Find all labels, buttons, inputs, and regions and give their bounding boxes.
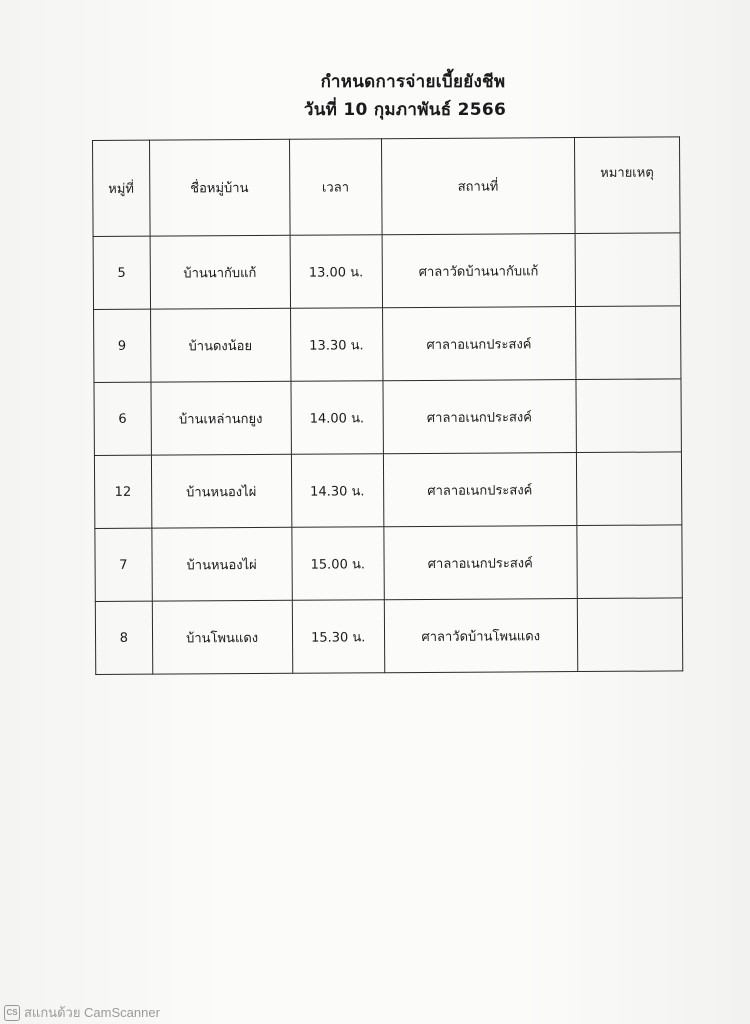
cell-place: ศาลาอเนกประสงค์ [383, 380, 576, 454]
table-row [95, 525, 682, 602]
cell-time: 13.30 น. [290, 308, 383, 382]
cell-village: บ้านหนองไผ่ [151, 527, 291, 601]
table-row [93, 233, 680, 310]
document-title: กำหนดการจ่ายเบี้ยยังชีพ [320, 72, 506, 92]
cell-place: ศาลาอเนกประสงค์ [383, 453, 576, 527]
cell-time: 14.00 น. [290, 381, 383, 455]
table-row [95, 598, 682, 675]
scanner-text: สแกนด้วย CamScanner [24, 1005, 160, 1020]
header-time: เวลา [289, 139, 382, 236]
camscanner-logo-icon: CS [4, 1005, 20, 1021]
table-row [94, 306, 681, 383]
scanner-watermark [4, 1002, 160, 1023]
header-moo: หมู่ที่ [93, 140, 150, 236]
cell-place: ศาลาวัดบ้านโพนแดง [384, 599, 577, 673]
cell-note [576, 379, 682, 453]
cell-time: 15.30 น. [292, 600, 385, 674]
header-village: ชื่อหมู่บ้าน [149, 139, 290, 236]
cell-moo: 8 [95, 601, 152, 674]
cell-moo: 9 [94, 309, 151, 382]
cell-place: ศาลาวัดบ้านนากับแก้ [382, 234, 575, 308]
cell-village: บ้านเหล่านกยูง [151, 381, 291, 455]
cell-time: 14.30 น. [291, 454, 384, 528]
cell-moo: 12 [94, 455, 151, 528]
cell-note [576, 452, 682, 526]
cell-moo: 5 [93, 236, 150, 309]
cell-note [575, 306, 681, 380]
cell-village: บ้านนากับแก้ [150, 235, 290, 309]
cell-village: บ้านดงน้อย [150, 308, 290, 382]
cell-place: ศาลาอเนกประสงค์ [382, 307, 575, 381]
cell-time: 15.00 น. [291, 527, 384, 601]
table-header-row [93, 137, 681, 237]
cell-village: บ้านโพนแดง [152, 600, 292, 674]
cell-time: 13.00 น. [290, 235, 383, 309]
header-note: หมายเหตุ [574, 137, 680, 234]
table-row [94, 379, 681, 456]
table-row [94, 452, 681, 529]
cell-note [575, 233, 681, 307]
schedule-table [92, 136, 683, 675]
cell-village: บ้านหนองไผ่ [151, 454, 291, 528]
cell-moo: 6 [94, 382, 151, 455]
cell-note [576, 525, 682, 599]
cell-place: ศาลาอเนกประสงค์ [384, 526, 577, 600]
cell-moo: 7 [95, 528, 152, 601]
cell-note [577, 598, 683, 672]
document-date: วันที่ 10 กุมภาพันธ์ 2566 [303, 100, 507, 120]
header-place: สถานที่ [381, 138, 574, 235]
